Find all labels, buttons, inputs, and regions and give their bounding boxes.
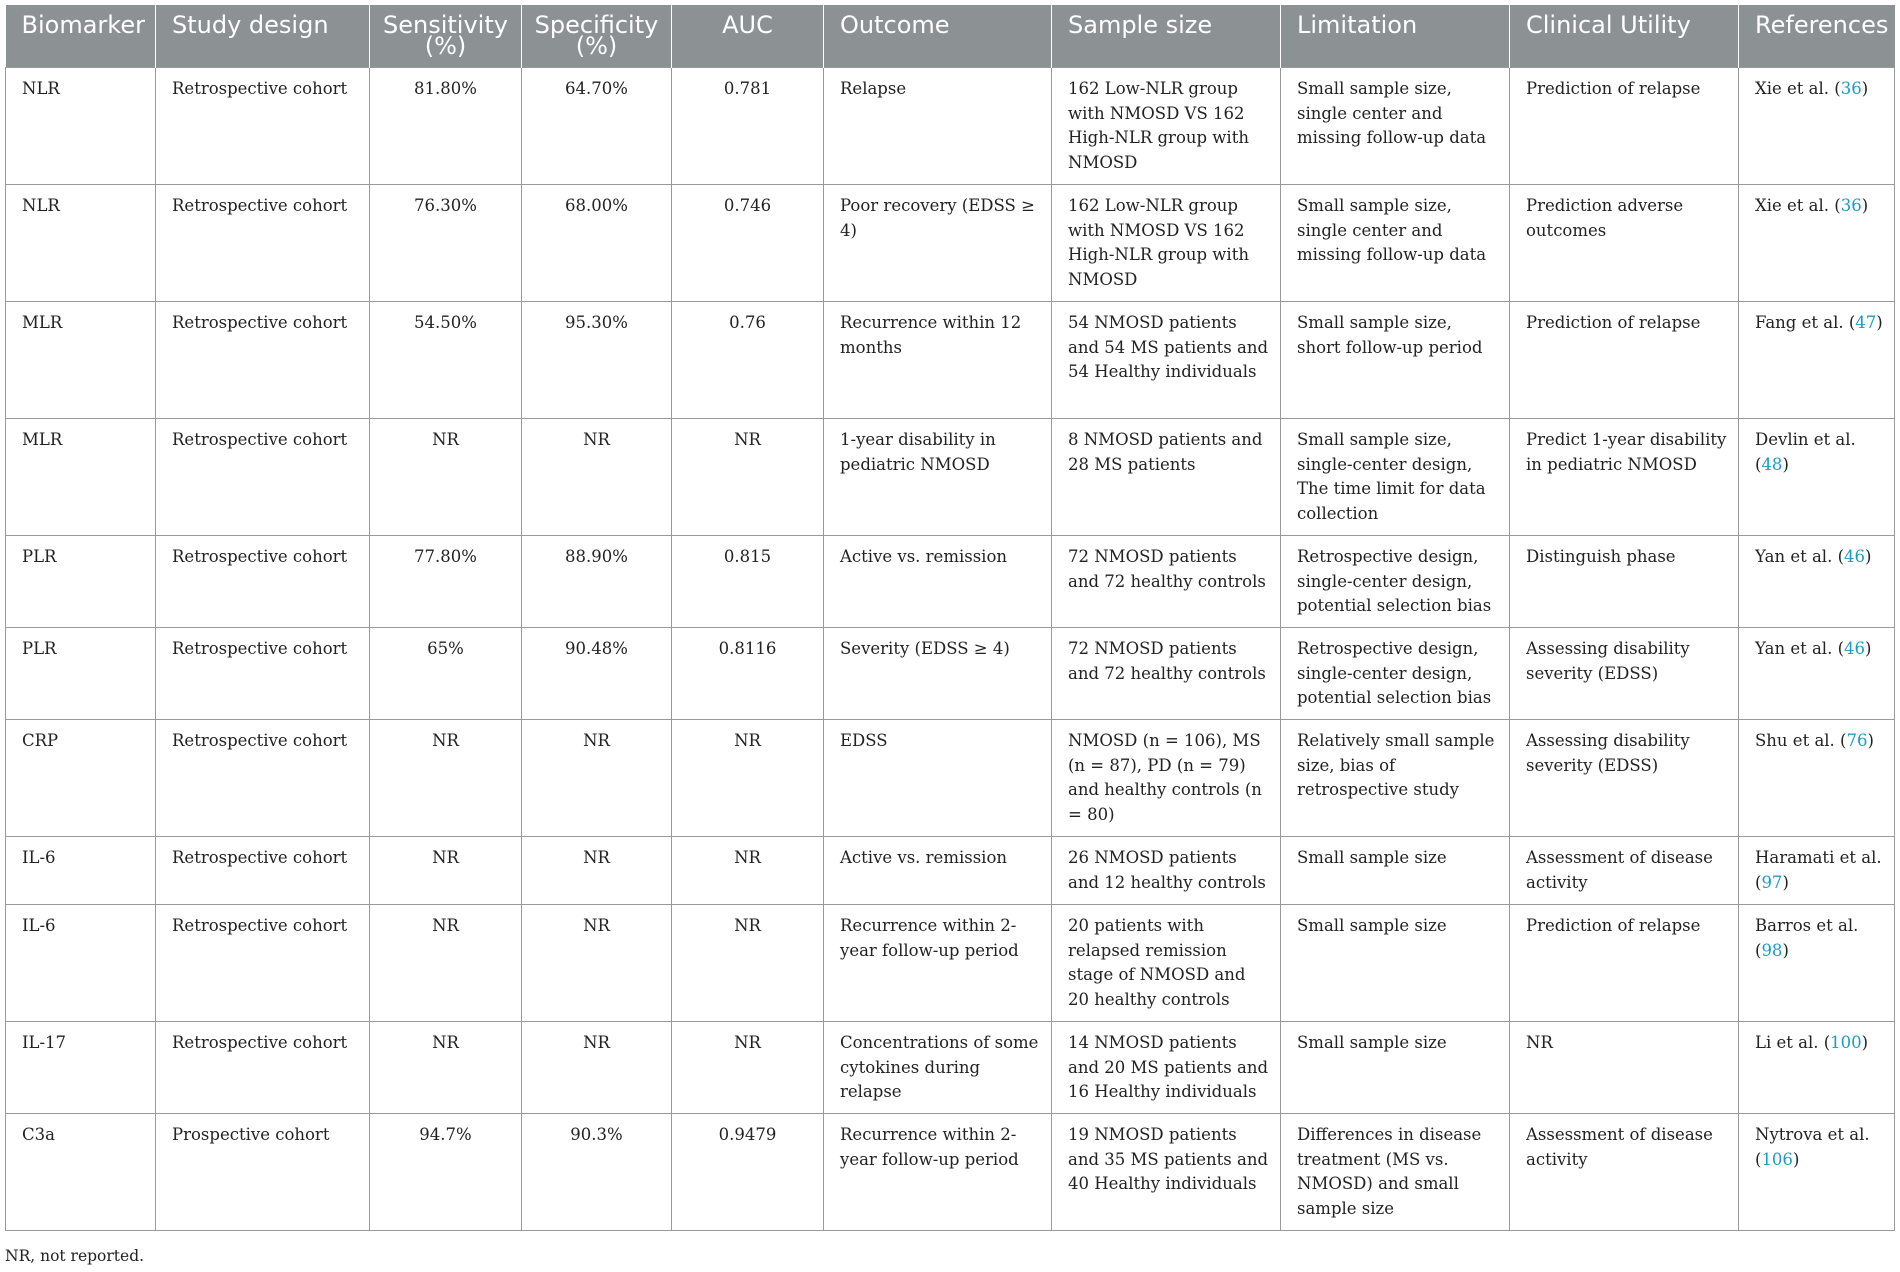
reference-link[interactable]: 46 <box>1844 639 1866 658</box>
cell-outcome: Recurrence within 2-year follow-up period <box>824 1114 1052 1231</box>
cell-specificity: NR <box>522 837 672 905</box>
cell-outcome: Active vs. remission <box>824 536 1052 628</box>
cell-clinical-utility: Prediction of relapse <box>1510 68 1739 185</box>
reference-link[interactable]: 46 <box>1844 547 1866 566</box>
table-row <box>6 302 1895 419</box>
reference-link[interactable]: 36 <box>1840 196 1862 215</box>
cell-study-design: Retrospective cohort <box>156 628 370 720</box>
header-row <box>6 5 1895 68</box>
header-auc: AUC <box>672 5 824 68</box>
reference-link[interactable]: 100 <box>1830 1033 1862 1052</box>
cell-clinical-utility: Assessment of disease activity <box>1510 1114 1739 1231</box>
cell-study-design: Retrospective cohort <box>156 302 370 419</box>
reference-text: Li et al. ( <box>1755 1033 1831 1052</box>
cell-limitation: Small sample size <box>1281 837 1510 905</box>
cell-outcome: EDSS <box>824 720 1052 837</box>
biomarker-table <box>5 5 1895 1231</box>
cell-reference <box>1739 536 1895 628</box>
cell-biomarker: PLR <box>6 628 156 720</box>
reference-link[interactable]: 47 <box>1855 313 1877 332</box>
cell-outcome: Severity (EDSS ≥ 4) <box>824 628 1052 720</box>
cell-sensitivity: NR <box>370 720 522 837</box>
cell-biomarker: PLR <box>6 536 156 628</box>
cell-sensitivity: NR <box>370 1022 522 1114</box>
cell-specificity: 90.48% <box>522 628 672 720</box>
table-row <box>6 68 1895 185</box>
cell-clinical-utility: Assessing disability severity (EDSS) <box>1510 628 1739 720</box>
cell-sample-size: 8 NMOSD patients and 28 MS patients <box>1052 419 1281 536</box>
cell-auc: 0.815 <box>672 536 824 628</box>
reference-close: ) <box>1865 547 1872 566</box>
table-container <box>5 5 1894 1231</box>
reference-link[interactable]: 97 <box>1761 872 1783 892</box>
cell-sensitivity: NR <box>370 837 522 905</box>
reference-text: Fang et al. ( <box>1755 313 1856 332</box>
cell-reference <box>1739 720 1895 837</box>
table-row <box>6 905 1895 1022</box>
cell-clinical-utility: Prediction adverse outcomes <box>1510 185 1739 302</box>
cell-sensitivity: 54.50% <box>370 302 522 419</box>
cell-study-design: Retrospective cohort <box>156 185 370 302</box>
cell-reference <box>1739 185 1895 302</box>
cell-specificity: NR <box>522 905 672 1022</box>
reference-text: Xie et al. ( <box>1755 196 1841 215</box>
cell-biomarker: IL-6 <box>6 837 156 905</box>
table-row <box>6 536 1895 628</box>
cell-study-design: Retrospective cohort <box>156 720 370 837</box>
reference-text: Shu et al. ( <box>1755 731 1847 750</box>
cell-limitation: Retrospective design, single-center design, potential selection bias <box>1281 628 1510 720</box>
cell-outcome: Recurrence within 12 months <box>824 302 1052 419</box>
cell-limitation: Small sample size, single-center design, The time limit for data collection <box>1281 419 1510 536</box>
cell-outcome: Poor recovery (EDSS ≥ 4) <box>824 185 1052 302</box>
cell-sensitivity: 65% <box>370 628 522 720</box>
cell-specificity: 95.30% <box>522 302 672 419</box>
cell-reference <box>1739 628 1895 720</box>
cell-biomarker: MLR <box>6 419 156 536</box>
cell-sample-size: 19 NMOSD patients and 35 MS patients and 40 Healthy individuals <box>1052 1114 1281 1231</box>
cell-study-design: Retrospective cohort <box>156 1022 370 1114</box>
cell-clinical-utility: NR <box>1510 1022 1739 1114</box>
cell-limitation: Retrospective design, single-center design, potential selection bias <box>1281 536 1510 628</box>
header-outcome: Outcome <box>824 5 1052 68</box>
cell-specificity: NR <box>522 419 672 536</box>
table-row <box>6 419 1895 536</box>
cell-outcome: 1-year disability in pediatric NMOSD <box>824 419 1052 536</box>
reference-link[interactable]: 48 <box>1761 454 1783 474</box>
reference-close: ) <box>1867 731 1874 750</box>
cell-biomarker: NLR <box>6 185 156 302</box>
reference-close: ) <box>1861 1033 1869 1052</box>
reference-close: ) <box>1876 313 1883 332</box>
cell-limitation: Small sample size, short follow-up period <box>1281 302 1510 419</box>
cell-reference <box>1739 302 1895 419</box>
cell-specificity: NR <box>522 1022 672 1114</box>
cell-sample-size: 162 Low-NLR group with NMOSD VS 162 High-NLR group with NMOSD <box>1052 185 1281 302</box>
cell-clinical-utility: Distinguish phase <box>1510 536 1739 628</box>
cell-sample-size: 72 NMOSD patients and 72 healthy controls <box>1052 536 1281 628</box>
table-row <box>6 1022 1895 1114</box>
cell-clinical-utility: Assessment of disease activity <box>1510 837 1739 905</box>
header-sample-size: Sample size <box>1052 5 1281 68</box>
cell-reference <box>1739 1022 1895 1114</box>
cell-limitation: Small sample size, single center and missing follow-up data <box>1281 185 1510 302</box>
cell-limitation: Small sample size, single center and missing follow-up data <box>1281 68 1510 185</box>
cell-biomarker: C3a <box>6 1114 156 1231</box>
cell-sensitivity: NR <box>370 419 522 536</box>
cell-biomarker: IL-6 <box>6 905 156 1022</box>
cell-specificity: NR <box>522 720 672 837</box>
cell-specificity: 68.00% <box>522 185 672 302</box>
cell-auc: 0.76 <box>672 302 824 419</box>
cell-clinical-utility: Prediction of relapse <box>1510 905 1739 1022</box>
cell-specificity: 90.3% <box>522 1114 672 1231</box>
cell-sensitivity: 76.30% <box>370 185 522 302</box>
cell-auc: 0.9479 <box>672 1114 824 1231</box>
cell-outcome: Active vs. remission <box>824 837 1052 905</box>
cell-clinical-utility: Prediction of relapse <box>1510 302 1739 419</box>
cell-sample-size: 26 NMOSD patients and 12 healthy controls <box>1052 837 1281 905</box>
cell-auc: 0.746 <box>672 185 824 302</box>
header-study-design: Study design <box>156 5 370 68</box>
cell-sample-size: 20 patients with relapsed remission stage of NMOSD and 20 healthy controls <box>1052 905 1281 1022</box>
cell-study-design: Retrospective cohort <box>156 68 370 185</box>
cell-limitation: Relatively small sample size, bias of retrospective study <box>1281 720 1510 837</box>
cell-biomarker: MLR <box>6 302 156 419</box>
reference-link[interactable]: 36 <box>1840 79 1862 98</box>
reference-link[interactable]: 98 <box>1761 940 1783 960</box>
reference-close: ) <box>1865 639 1872 658</box>
cell-sensitivity: NR <box>370 905 522 1022</box>
table-row <box>6 628 1895 720</box>
table-row <box>6 720 1895 837</box>
header-limitation: Limitation <box>1281 5 1510 68</box>
cell-limitation: Small sample size <box>1281 1022 1510 1114</box>
reference-link[interactable]: 106 <box>1761 1149 1793 1169</box>
reference-text: Devlin et al. ( <box>1755 430 1856 474</box>
cell-auc: NR <box>672 720 824 837</box>
reference-text: Yan et al. ( <box>1755 547 1845 566</box>
cell-study-design: Prospective cohort <box>156 1114 370 1231</box>
table-row <box>6 185 1895 302</box>
table-body <box>6 68 1895 1231</box>
cell-reference <box>1739 68 1895 185</box>
cell-sensitivity: 81.80% <box>370 68 522 185</box>
cell-reference <box>1739 419 1895 536</box>
cell-specificity: 64.70% <box>522 68 672 185</box>
header-sensitivity: Sensitivity (%) <box>370 5 522 68</box>
cell-auc: NR <box>672 905 824 1022</box>
cell-limitation: Small sample size <box>1281 905 1510 1022</box>
cell-reference <box>1739 905 1895 1022</box>
table-row <box>6 1114 1895 1231</box>
cell-biomarker: CRP <box>6 720 156 837</box>
cell-sample-size: 72 NMOSD patients and 72 healthy controls <box>1052 628 1281 720</box>
cell-sensitivity: 77.80% <box>370 536 522 628</box>
cell-sample-size: NMOSD (n = 106), MS (n = 87), PD (n = 79) and healthy controls (n = 80) <box>1052 720 1281 837</box>
reference-text: Barros et al. ( <box>1755 916 1859 960</box>
cell-clinical-utility: Assessing disability severity (EDSS) <box>1510 720 1739 837</box>
reference-close: ) <box>1782 872 1789 892</box>
cell-outcome: Relapse <box>824 68 1052 185</box>
reference-text: Nytrova et al. ( <box>1755 1125 1870 1169</box>
reference-text: Yan et al. ( <box>1755 639 1845 658</box>
cell-sample-size: 14 NMOSD patients and 20 MS patients and 16 Healthy individuals <box>1052 1022 1281 1114</box>
cell-auc: 0.781 <box>672 68 824 185</box>
cell-sample-size: 54 NMOSD patients and 54 MS patients and 54 Healthy individuals <box>1052 302 1281 419</box>
cell-outcome: Recurrence within 2-year follow-up period <box>824 905 1052 1022</box>
cell-study-design: Retrospective cohort <box>156 837 370 905</box>
cell-limitation: Differences in disease treatment (MS vs. NMOSD) and small sample size <box>1281 1114 1510 1231</box>
header-specificity: Specificity (%) <box>522 5 672 68</box>
reference-close: ) <box>1792 1149 1800 1169</box>
cell-clinical-utility: Predict 1-year disability in pediatric NMOSD <box>1510 419 1739 536</box>
reference-close: ) <box>1782 940 1789 960</box>
reference-close: ) <box>1782 454 1789 474</box>
cell-auc: NR <box>672 1022 824 1114</box>
header-biomarker: Biomarker <box>6 5 156 68</box>
reference-text: Haramati et al. ( <box>1755 848 1882 892</box>
table-row <box>6 837 1895 905</box>
reference-close: ) <box>1861 79 1869 98</box>
cell-sample-size: 162 Low-NLR group with NMOSD VS 162 High-NLR group with NMOSD <box>1052 68 1281 185</box>
cell-biomarker: NLR <box>6 68 156 185</box>
cell-study-design: Retrospective cohort <box>156 536 370 628</box>
cell-reference <box>1739 1114 1895 1231</box>
cell-outcome: Concentrations of some cytokines during relapse <box>824 1022 1052 1114</box>
reference-text: Xie et al. ( <box>1755 79 1841 98</box>
header-references: References <box>1739 5 1895 68</box>
reference-close: ) <box>1861 196 1869 215</box>
cell-specificity: 88.90% <box>522 536 672 628</box>
reference-link[interactable]: 76 <box>1846 731 1868 750</box>
cell-reference <box>1739 837 1895 905</box>
cell-auc: NR <box>672 837 824 905</box>
cell-sensitivity: 94.7% <box>370 1114 522 1231</box>
cell-study-design: Retrospective cohort <box>156 419 370 536</box>
header-clinical-utility: Clinical Utility <box>1510 5 1739 68</box>
cell-study-design: Retrospective cohort <box>156 905 370 1022</box>
cell-auc: NR <box>672 419 824 536</box>
cell-biomarker: IL-17 <box>6 1022 156 1114</box>
table-footnote: NR, not reported. <box>5 1247 145 1265</box>
cell-auc: 0.8116 <box>672 628 824 720</box>
